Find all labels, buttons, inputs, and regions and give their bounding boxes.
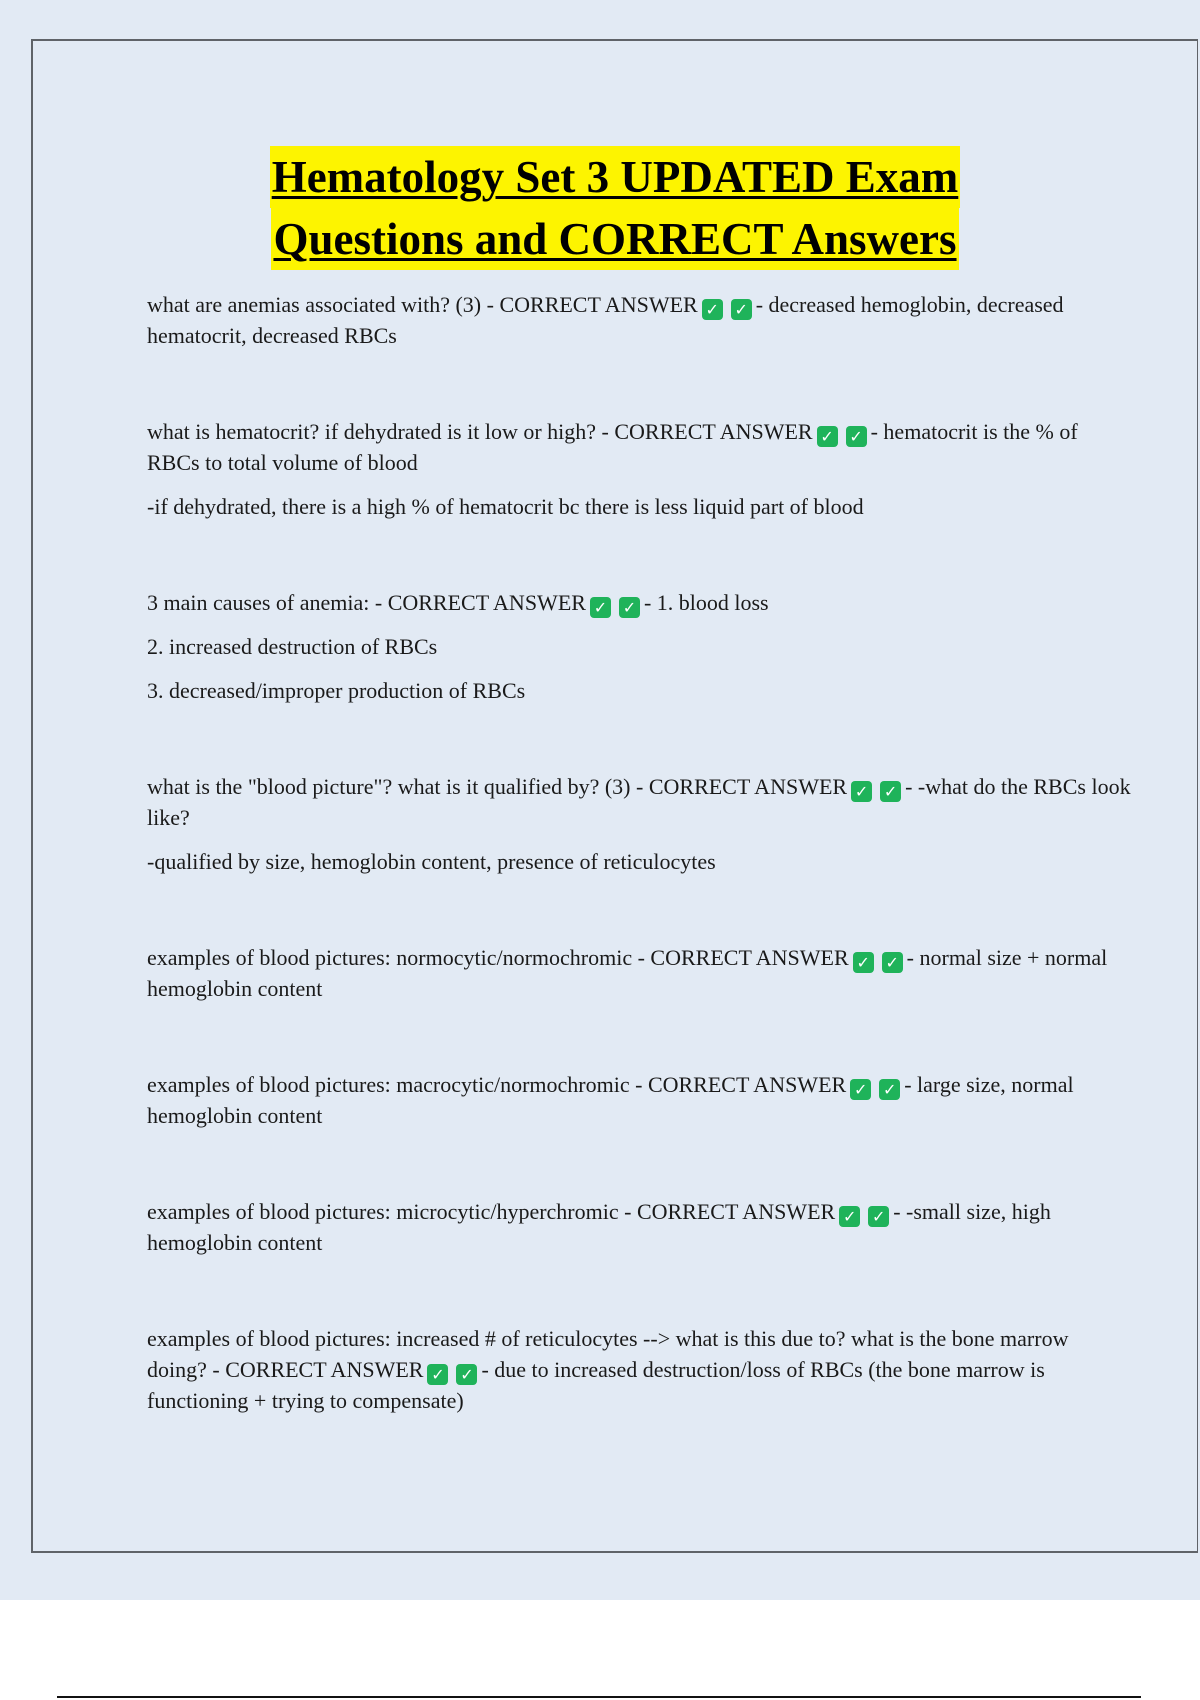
qa-main-line xyxy=(147,1069,1132,1131)
qa-item xyxy=(147,1069,1132,1131)
check-mark-icon: ✓ xyxy=(851,781,872,802)
answer-text: - large size, normal hemoglobin content xyxy=(147,1072,1074,1128)
question-text: what is the "blood picture"? what is it qualified by? (3) - CORRECT ANSWER xyxy=(147,774,848,799)
title-line-2: Questions and CORRECT Answers xyxy=(271,208,958,270)
check-mark-icon: ✓ xyxy=(882,952,903,973)
check-mark-icon: ✓ xyxy=(853,952,874,973)
qa-main-line xyxy=(147,1196,1132,1258)
question-text: examples of blood pictures: increased # of reticulocytes --> what is this due to? what is the bone marrow doing? - CORRECT ANSWER xyxy=(147,1326,1069,1382)
qa-item xyxy=(147,416,1132,522)
qa-item xyxy=(147,587,1132,706)
answer-text: - hematocrit is the % of RBCs to total volume of blood xyxy=(147,419,1078,475)
answer-text: - -small size, high hemoglobin content xyxy=(147,1199,1051,1255)
document-title xyxy=(33,146,1197,270)
answer-continuation: 2. increased destruction of RBCs xyxy=(147,634,438,659)
answer-text: - due to increased destruction/loss of RBCs (the bone marrow is functioning + trying to compensate) xyxy=(147,1357,1045,1413)
qa-main-line xyxy=(147,587,1132,618)
check-mark-icon: ✓ xyxy=(846,426,867,447)
check-mark-icon: ✓ xyxy=(731,299,752,320)
check-mark-icon: ✓ xyxy=(879,1079,900,1100)
qa-main-line xyxy=(147,771,1132,833)
question-text: examples of blood pictures: normocytic/normochromic - CORRECT ANSWER xyxy=(147,945,849,970)
check-mark-icon: ✓ xyxy=(880,781,901,802)
qa-item xyxy=(147,1323,1132,1416)
qa-list xyxy=(147,289,1132,1481)
document-page xyxy=(31,39,1198,1553)
check-mark-icon: ✓ xyxy=(427,1364,448,1385)
check-mark-icon: ✓ xyxy=(817,426,838,447)
check-mark-icon: ✓ xyxy=(619,597,640,618)
qa-item xyxy=(147,1196,1132,1258)
answer-text: - normal size + normal hemoglobin content xyxy=(147,945,1108,1001)
qa-main-line xyxy=(147,1323,1132,1416)
qa-item xyxy=(147,942,1132,1004)
answer-continuation: -qualified by size, hemoglobin content, presence of reticulocytes xyxy=(147,849,716,874)
qa-item xyxy=(147,289,1132,351)
answer-continuation: 3. decreased/improper production of RBCs xyxy=(147,678,526,703)
qa-main-line xyxy=(147,416,1132,478)
answer-continuation: -if dehydrated, there is a high % of hematocrit bc there is less liquid part of blood xyxy=(147,494,864,519)
check-mark-icon: ✓ xyxy=(702,299,723,320)
check-mark-icon: ✓ xyxy=(590,597,611,618)
check-mark-icon: ✓ xyxy=(868,1206,889,1227)
answer-text: - decreased hemoglobin, decreased hematocrit, decreased RBCs xyxy=(147,292,1064,348)
question-text: what is hematocrit? if dehydrated is it low or high? - CORRECT ANSWER xyxy=(147,419,813,444)
answer-text: - -what do the RBCs look like? xyxy=(147,774,1131,830)
check-mark-icon: ✓ xyxy=(839,1206,860,1227)
check-mark-icon: ✓ xyxy=(850,1079,871,1100)
qa-main-line xyxy=(147,289,1132,351)
question-text: examples of blood pictures: microcytic/hyperchromic - CORRECT ANSWER xyxy=(147,1199,836,1224)
question-text: what are anemias associated with? (3) - CORRECT ANSWER xyxy=(147,292,698,317)
footer-divider xyxy=(57,1696,1141,1698)
check-mark-icon: ✓ xyxy=(456,1364,477,1385)
title-line-1: Hematology Set 3 UPDATED Exam xyxy=(270,146,961,208)
question-text: 3 main causes of anemia: - CORRECT ANSWER xyxy=(147,590,586,615)
question-text: examples of blood pictures: macrocytic/normochromic - CORRECT ANSWER xyxy=(147,1072,847,1097)
qa-item xyxy=(147,771,1132,877)
qa-main-line xyxy=(147,942,1132,1004)
answer-text: - 1. blood loss xyxy=(643,590,769,615)
